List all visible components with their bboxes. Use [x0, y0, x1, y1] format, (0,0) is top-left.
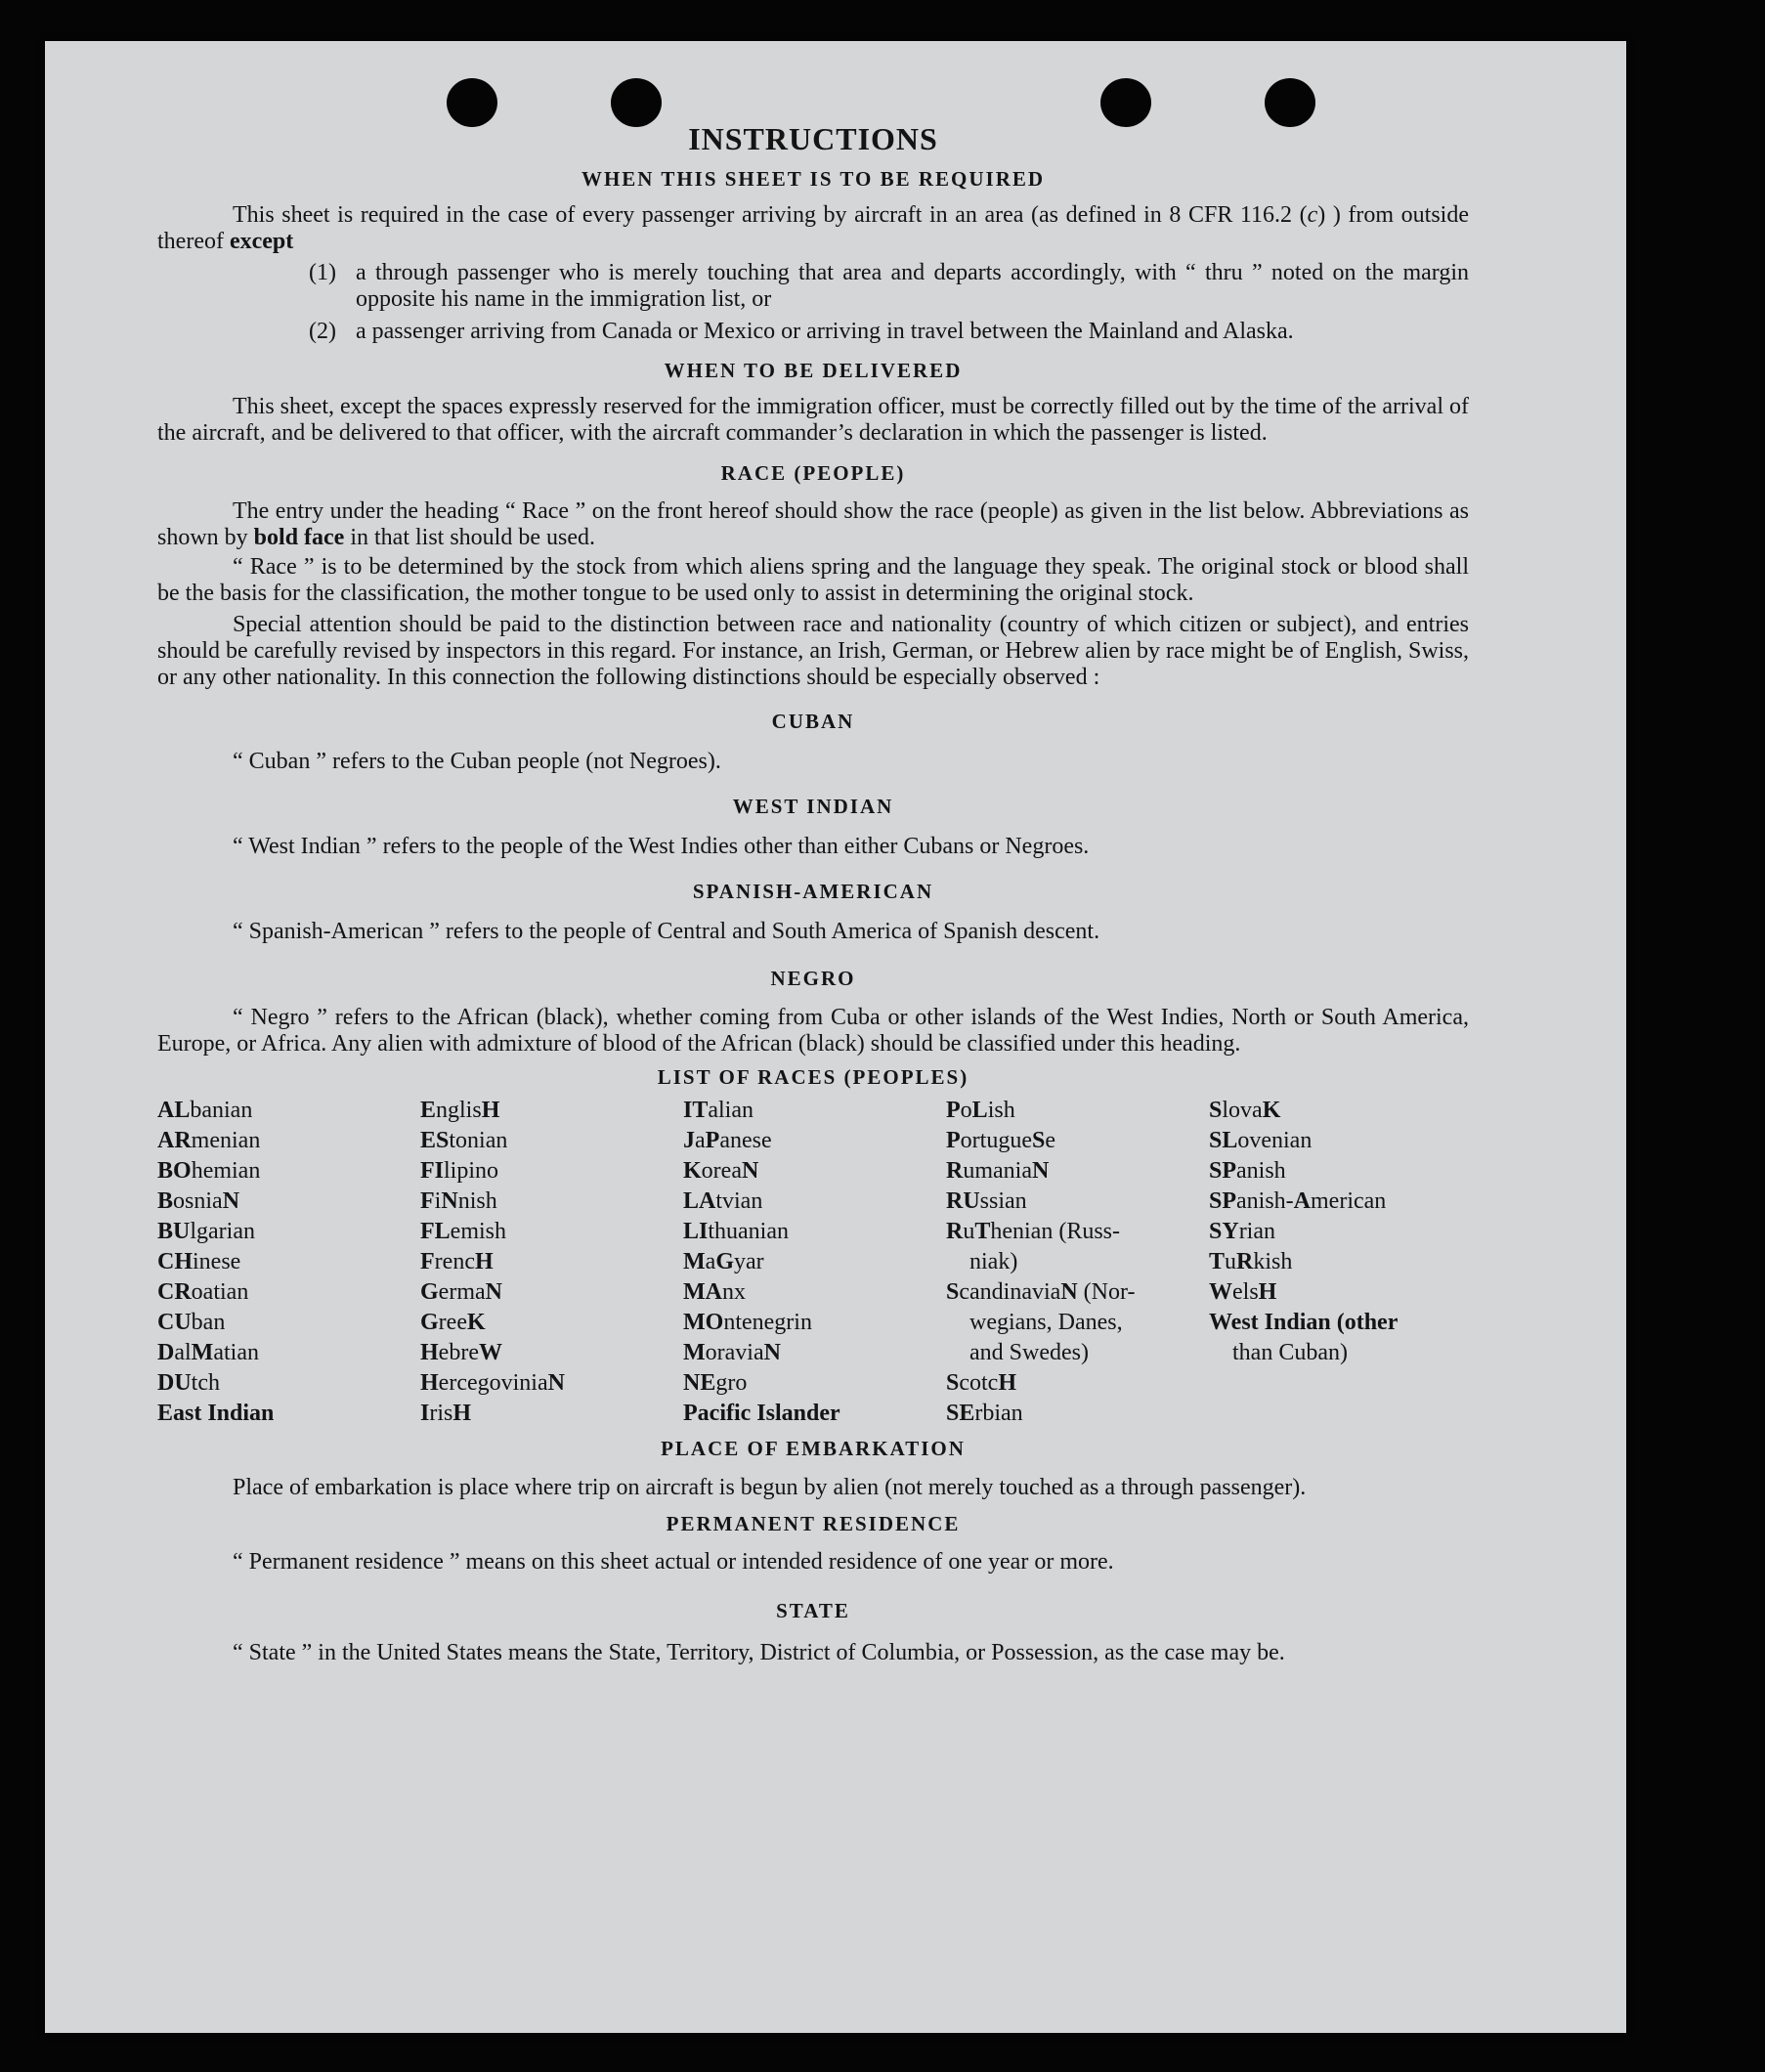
punch-hole	[1265, 78, 1315, 127]
race-entry-continuation: niak)	[969, 1249, 1018, 1274]
race-entry: ScotcH	[946, 1370, 1017, 1396]
race-entry: MOntenegrin	[683, 1310, 812, 1335]
race-entry: DalMatian	[157, 1340, 259, 1365]
race-entry: GermaN	[420, 1279, 502, 1305]
section-heading-cuban: CUBAN	[771, 710, 855, 733]
race-entry: CUban	[157, 1310, 226, 1335]
race-entry: MaGyar	[683, 1249, 764, 1274]
section-heading-required: WHEN THIS SHEET IS TO BE REQUIRED	[581, 167, 1046, 191]
negro-text: “ Negro ” refers to the African (black), whether coming from Cuba or other islands of the West Indies, North or South America, Europe, or Africa. Any alien with admixture of blood of the African (black) should be classified under this heading.	[157, 1005, 1469, 1057]
race-entry: Pacific Islander	[683, 1401, 840, 1426]
race-entry: SLovenian	[1209, 1128, 1313, 1153]
race-entry: SPanish-American	[1209, 1188, 1387, 1214]
race-entry: RuThenian (Russ-	[946, 1219, 1121, 1244]
race-entry: CRoatian	[157, 1279, 249, 1305]
race-entry: BUlgarian	[157, 1219, 255, 1244]
west-indian-text: “ West Indian ” refers to the people of the West Indies other than either Cubans or Negroes.	[233, 834, 1090, 859]
residence-text: “ Permanent residence ” means on this sheet actual or intended residence of one year or more.	[233, 1549, 1114, 1575]
race-entry: WelsH	[1209, 1279, 1277, 1305]
race-entry-continuation: than Cuban)	[1232, 1340, 1348, 1365]
state-text: “ State ” in the United States means the State, Territory, District of Columbia, or Possession, as the case may be.	[233, 1640, 1285, 1665]
race-entry: SYrian	[1209, 1219, 1275, 1244]
race-entry: TuRkish	[1209, 1249, 1293, 1274]
cuban-text: “ Cuban ” refers to the Cuban people (not Negroes).	[233, 749, 721, 774]
section-heading-west-indian: WEST INDIAN	[732, 795, 894, 818]
races-column	[420, 1096, 683, 1429]
race-entry: LIthuanian	[683, 1219, 789, 1244]
list-of-races-heading: LIST OF RACES (PEOPLES)	[657, 1065, 969, 1089]
race-entry: KoreaN	[683, 1158, 759, 1184]
race-entry: West Indian (other	[1209, 1310, 1399, 1335]
race-entry: CHinese	[157, 1249, 241, 1274]
race-entry: FIlipino	[420, 1158, 499, 1184]
race-entry: RUssian	[946, 1188, 1027, 1214]
race-entry: SPanish	[1209, 1158, 1286, 1184]
race-entry: DUtch	[157, 1370, 220, 1396]
race-entry: MAnx	[683, 1279, 746, 1305]
races-column	[157, 1096, 420, 1429]
race-entry: FiNnish	[420, 1188, 497, 1214]
race-entry: ALbanian	[157, 1098, 253, 1123]
races-column	[683, 1096, 946, 1429]
race-entry: NEgro	[683, 1370, 748, 1396]
race-paragraph-1: The entry under the heading “ Race ” on the front hereof should show the race (people) as given in the list below. Abbreviations as shown by bold face in that list should be used.	[157, 498, 1469, 550]
race-entry: East Indian	[157, 1401, 275, 1426]
race-entry: ScandinaviaN (Nor-	[946, 1279, 1136, 1305]
race-entry: ITalian	[683, 1098, 753, 1123]
race-entry: HebreW	[420, 1340, 502, 1365]
race-entry: RumaniaN	[946, 1158, 1050, 1184]
section-heading-negro: NEGRO	[770, 967, 856, 990]
delivered-text: This sheet, except the spaces expressly reserved for the immigration officer, must be correctly filled out by the time of the arrival of the aircraft, and be delivered to that officer, with the aircraft commander’s declaration in which the passenger is listed.	[157, 394, 1469, 446]
instructions-content	[157, 121, 1469, 1669]
race-entry: GreeK	[420, 1310, 486, 1335]
race-entry: MoraviaN	[683, 1340, 781, 1365]
race-entry-continuation: wegians, Danes,	[969, 1310, 1123, 1335]
races-column	[946, 1096, 1209, 1429]
punch-hole	[447, 78, 497, 127]
race-entry: BOhemian	[157, 1158, 261, 1184]
required-item-2: (2) a passenger arriving from Canada or Mexico or arriving in travel between the Mainland and Alaska.	[309, 319, 1294, 344]
race-entry: JaPanese	[683, 1128, 772, 1153]
embarkation-text: Place of embarkation is place where trip on aircraft is begun by alien (not merely touched as a through passenger).	[233, 1475, 1307, 1500]
race-paragraph-2: “ Race ” is to be determined by the stock from which aliens spring and the language they speak. The original stock or blood shall be the basis for the classification, the mother tongue to be used only to assist in determining the original stock.	[157, 554, 1469, 606]
race-entry: SErbian	[946, 1401, 1023, 1426]
section-heading-embarkation: PLACE OF EMBARKATION	[661, 1437, 966, 1460]
race-entry: FLemish	[420, 1219, 506, 1244]
race-entry: IrisH	[420, 1401, 472, 1426]
race-entry: BosniaN	[157, 1188, 240, 1214]
race-entry: EnglisH	[420, 1098, 500, 1123]
section-heading-race: RACE (PEOPLE)	[720, 461, 906, 485]
section-heading-spanish-american: SPANISH-AMERICAN	[692, 880, 934, 903]
spanish-american-text: “ Spanish-American ” refers to the people of Central and South America of Spanish descent.	[233, 919, 1100, 944]
race-entry: EStonian	[420, 1128, 508, 1153]
race-entry: HercegoviniaN	[420, 1370, 565, 1396]
race-entry: ARmenian	[157, 1128, 261, 1153]
punch-hole	[1100, 78, 1151, 127]
race-paragraph-3: Special attention should be paid to the distinction between race and nationality (country of which citizen or subject), and entries should be carefully revised by inspectors in this regard. For instance, an Irish, German, or Hebrew alien by race might be of English, Swiss, or any other nationality. In this connection the following distinctions should be especially observed :	[157, 612, 1469, 690]
race-entry: FrencH	[420, 1249, 494, 1274]
race-entry: PortugueSe	[946, 1128, 1055, 1153]
section-heading-state: STATE	[776, 1599, 850, 1622]
race-entry: LAtvian	[683, 1188, 763, 1214]
page-title: INSTRUCTIONS	[688, 121, 938, 156]
race-entry: SlovaK	[1209, 1098, 1281, 1123]
races-list	[157, 1096, 1469, 1429]
race-entry-continuation: and Swedes)	[969, 1340, 1089, 1365]
required-item-1: (1) a through passenger who is merely touching that area and departs accordingly, with “ thru ” noted on the margin opposite his name in the immigration list, or	[309, 260, 1469, 312]
section-heading-delivered: WHEN TO BE DELIVERED	[664, 359, 963, 382]
punch-hole	[611, 78, 662, 127]
race-entry: PoLish	[946, 1098, 1015, 1123]
required-intro: This sheet is required in the case of every passenger arriving by aircraft in an area (as defined in 8 CFR 116.2 (c) ) from outside thereof except	[157, 202, 1470, 254]
races-column	[1209, 1096, 1469, 1429]
section-heading-residence: PERMANENT RESIDENCE	[666, 1512, 961, 1535]
